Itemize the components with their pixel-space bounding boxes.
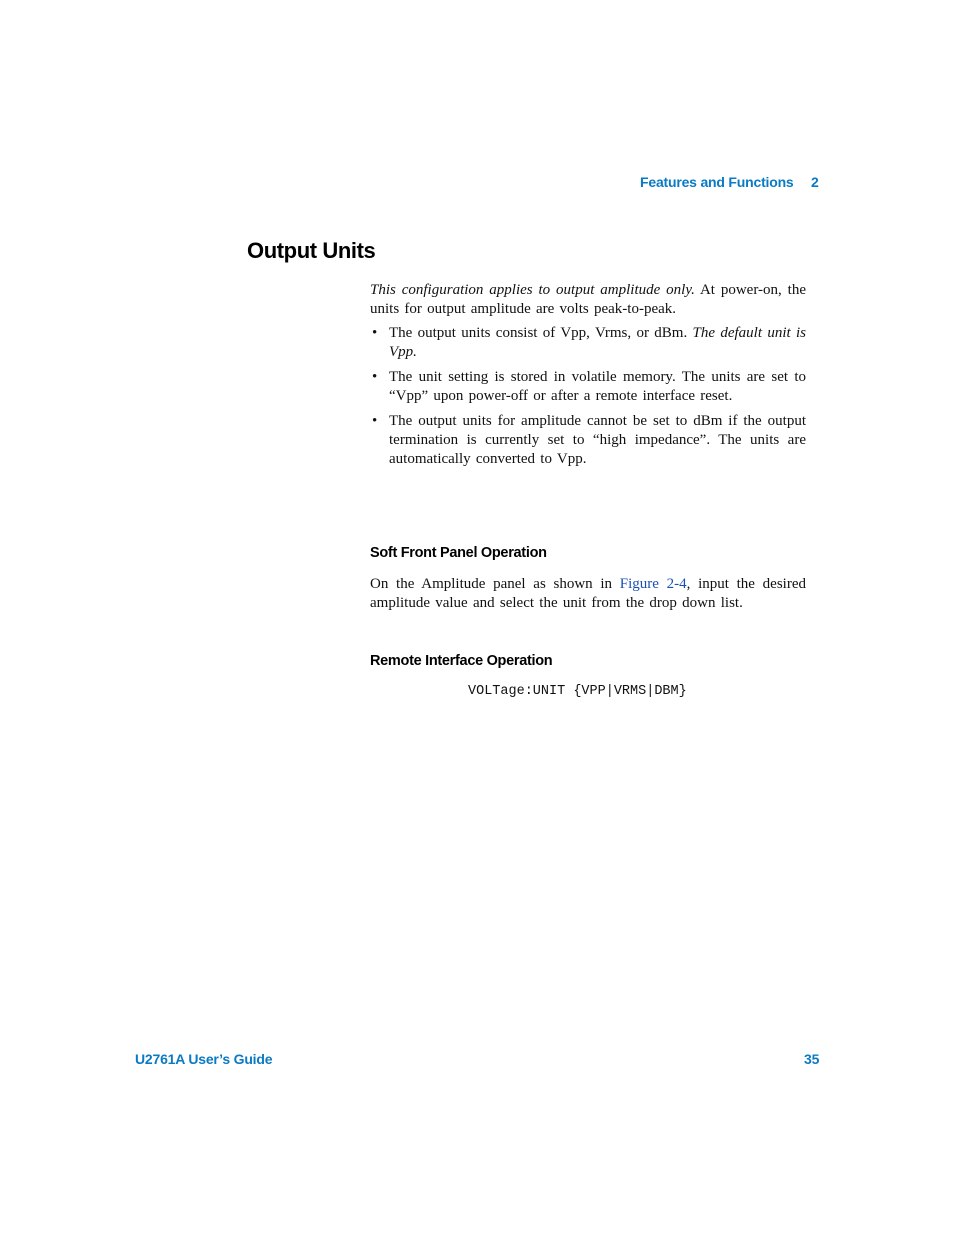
intro-italic: This configuration applies to output amplitude only. xyxy=(370,282,695,298)
bullet-text: The unit setting is stored in volatile memory. The units are set to “Vpp” upon power-off or after a remote interface reset. xyxy=(389,369,806,405)
section-body xyxy=(370,281,806,475)
footer-guide-title: U2761A User’s Guide xyxy=(135,1051,273,1067)
intro-text: At power-on, the units for output amplitude are volts peak-to-peak. xyxy=(370,282,806,317)
bullet-text: The output units for amplitude cannot be set to dBm if the output termination is currently set to “high impedance”. The units are automatically converted to Vpp. xyxy=(389,413,806,467)
soft-panel-text-after: , input the desired amplitude value and select the unit from the drop down list. xyxy=(370,576,806,611)
list-item xyxy=(370,324,806,361)
bullet-italic: The default unit is Vpp. xyxy=(389,325,806,361)
intro-paragraph xyxy=(370,281,806,318)
bullet-icon: • xyxy=(372,325,378,342)
soft-panel-paragraph xyxy=(370,575,806,613)
bullet-icon: • xyxy=(372,413,378,430)
list-item xyxy=(370,412,806,468)
bullet-icon: • xyxy=(372,369,378,386)
soft-panel-heading: Soft Front Panel Operation xyxy=(370,545,547,561)
bullet-text: The output units consist of Vpp, Vrms, or dBm. xyxy=(389,325,693,342)
figure-link[interactable]: Figure 2-4 xyxy=(619,576,687,592)
remote-heading: Remote Interface Operation xyxy=(370,653,553,669)
soft-panel-text-before: On the Amplitude panel as shown in xyxy=(370,576,620,592)
list-item xyxy=(370,368,806,405)
scpi-command: VOLTage:UNIT {VPP|VRMS|DBM} xyxy=(468,684,687,699)
section-title: Output Units xyxy=(247,238,376,263)
bullet-list xyxy=(370,324,806,468)
running-header-chapter-number: 2 xyxy=(811,174,819,190)
running-header-chapter-title: Features and Functions xyxy=(640,174,794,190)
footer-page-number: 35 xyxy=(804,1051,820,1067)
